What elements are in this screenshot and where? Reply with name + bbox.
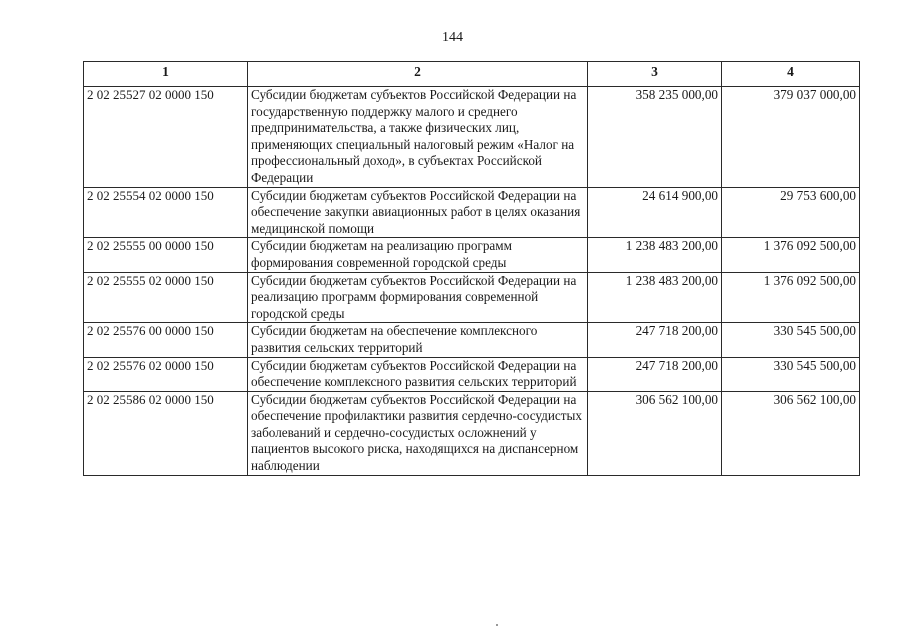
amount-col4-cell: 306 562 100,00 — [722, 391, 860, 475]
scan-speck — [496, 624, 498, 626]
budget-code-cell: 2 02 25554 02 0000 150 — [84, 187, 248, 238]
budget-code-cell: 2 02 25527 02 0000 150 — [84, 87, 248, 188]
subsidy-name-cell: Субсидии бюджетам на реализацию программ формирования современной городской среды — [248, 238, 588, 272]
subsidy-name-cell: Субсидии бюджетам на обеспечение комплексного развития сельских территорий — [248, 323, 588, 357]
budget-code-cell: 2 02 25555 00 0000 150 — [84, 238, 248, 272]
amount-col3-cell: 358 235 000,00 — [588, 87, 722, 188]
amount-col3-cell: 1 238 483 200,00 — [588, 238, 722, 272]
column-header-1: 1 — [84, 62, 248, 87]
amount-col4-cell: 1 376 092 500,00 — [722, 238, 860, 272]
subsidy-name-cell: Субсидии бюджетам субъектов Российской Федерации на обеспечение закупки авиационных работ в целях оказания медицинской помощи — [248, 187, 588, 238]
table-row — [84, 87, 860, 188]
budget-table — [83, 61, 860, 476]
budget-code-cell: 2 02 25586 02 0000 150 — [84, 391, 248, 475]
amount-col4-cell: 330 545 500,00 — [722, 323, 860, 357]
column-header-3: 3 — [588, 62, 722, 87]
table-row — [84, 272, 860, 323]
subsidy-name-cell: Субсидии бюджетам субъектов Российской Федерации на реализацию программ формирования современной городской среды — [248, 272, 588, 323]
budget-code-cell: 2 02 25576 02 0000 150 — [84, 357, 248, 391]
amount-col4-cell: 379 037 000,00 — [722, 87, 860, 188]
table-header-row — [84, 62, 860, 87]
amount-col3-cell: 247 718 200,00 — [588, 323, 722, 357]
budget-code-cell: 2 02 25555 02 0000 150 — [84, 272, 248, 323]
amount-col3-cell: 247 718 200,00 — [588, 357, 722, 391]
subsidy-name-cell: Субсидии бюджетам субъектов Российской Федерации на обеспечение профилактики развития сердечно-сосудистых заболеваний и сердечно-сосудистых осложнений у пациентов высокого риска, находящихся на диспансерном наблюдении — [248, 391, 588, 475]
amount-col3-cell: 24 614 900,00 — [588, 187, 722, 238]
amount-col4-cell: 330 545 500,00 — [722, 357, 860, 391]
table-row — [84, 187, 860, 238]
column-header-2: 2 — [248, 62, 588, 87]
table-row — [84, 357, 860, 391]
table-row — [84, 391, 860, 475]
amount-col4-cell: 1 376 092 500,00 — [722, 272, 860, 323]
budget-code-cell: 2 02 25576 00 0000 150 — [84, 323, 248, 357]
amount-col4-cell: 29 753 600,00 — [722, 187, 860, 238]
table-row — [84, 323, 860, 357]
amount-col3-cell: 1 238 483 200,00 — [588, 272, 722, 323]
subsidy-name-cell: Субсидии бюджетам субъектов Российской Федерации на обеспечение комплексного развития сельских территорий — [248, 357, 588, 391]
amount-col3-cell: 306 562 100,00 — [588, 391, 722, 475]
table-row — [84, 238, 860, 272]
column-header-4: 4 — [722, 62, 860, 87]
subsidy-name-cell: Субсидии бюджетам субъектов Российской Федерации на государственную поддержку малого и среднего предпринимательства, а также физических лиц, применяющих специальный налоговый режим «Налог на профессиональный доход», в субъектах Российской Федерации — [248, 87, 588, 188]
page-number: 144 — [442, 30, 463, 45]
